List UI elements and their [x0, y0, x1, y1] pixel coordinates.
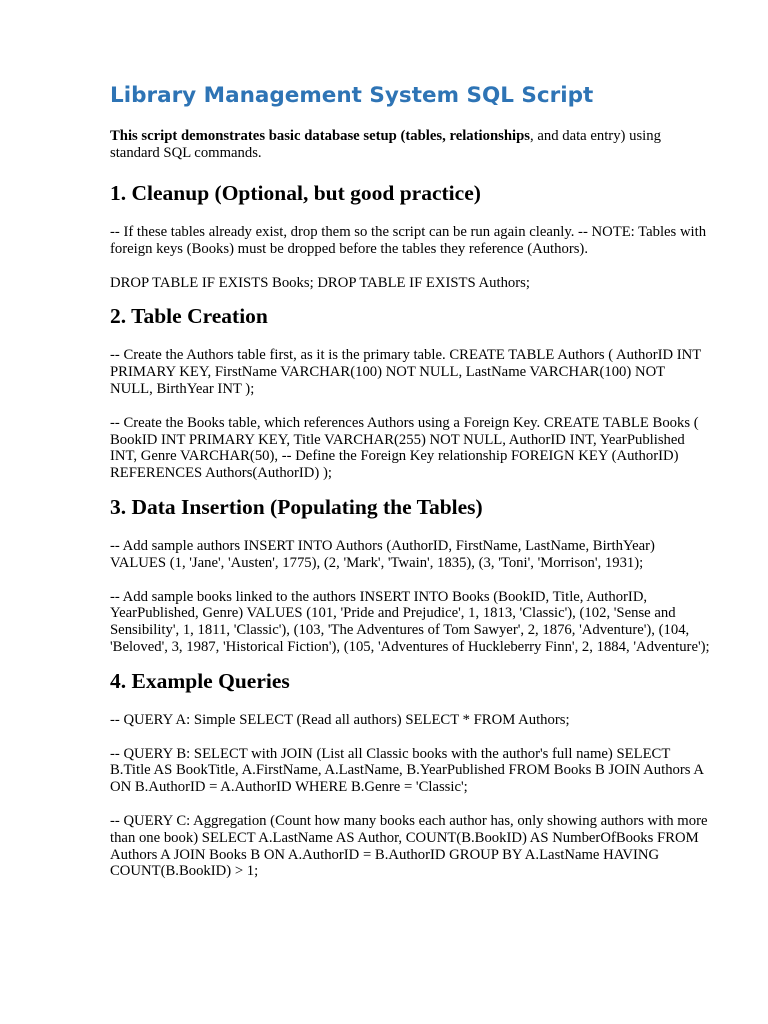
section-table-creation: [110, 303, 710, 482]
intro-rest-text: , and data entry) using standard SQL commands.: [110, 128, 661, 161]
section-paragraph: -- QUERY B: SELECT with JOIN (List all Classic books with the author's full name) SELECT B.Title AS BookTitle, A.FirstName, A.LastName, B.YearPublished FROM Books B JOIN Authors A ON B.AuthorID = A.AuthorID WHERE B.Genre = 'Classic';: [110, 745, 704, 796]
section-heading: 4. Example Queries: [110, 668, 290, 693]
section-paragraph: -- Add sample authors INSERT INTO Authors (AuthorID, FirstName, LastName, BirthYear) VALUES (1, 'Jane', 'Austen', 1775), (2, 'Mark', 'Twain', 1835), (3, 'Toni', 'Morrison', 1931);: [110, 537, 655, 571]
intro-paragraph: [110, 128, 710, 162]
section-data-insertion: [110, 494, 710, 656]
document-title: Library Management System SQL Script: [110, 83, 594, 108]
section-paragraph: -- Add sample books linked to the authors INSERT INTO Books (BookID, Title, AuthorID, YearPublished, Genre) VALUES (101, 'Pride and Prejudice', 1, 1813, 'Classic'), (102, 'Sense and Sensibility', 1, 1811, 'Classic'), (103, 'The Adventures of Tom Sawyer', 2, 1876, 'Adventure'), (104, 'Beloved', 3, 1987, 'Historical Fiction'), (105, 'Adventures of Huckleberry Finn', 2, 1884, 'Adventure');: [110, 588, 710, 655]
section-heading: 2. Table Creation: [110, 304, 268, 329]
section-paragraph: -- If these tables already exist, drop them so the script can be run again cleanly. -- NOTE: Tables with foreign keys (Books) must be dropped before the tables they reference (Authors).: [110, 224, 707, 257]
section-paragraph: -- Create the Authors table first, as it is the primary table. CREATE TABLE Authors ( AuthorID INT PRIMARY KEY, FirstName VARCHAR(100) NOT NULL, LastName VARCHAR(100) NOT NULL, BirthYear INT );: [110, 347, 701, 397]
section-cleanup: [110, 180, 710, 291]
intro-bold-text: This script demonstrates basic database setup (tables, relationships: [110, 128, 530, 144]
section-example-queries: [110, 668, 710, 880]
section-paragraph: -- Create the Books table, which references Authors using a Foreign Key. CREATE TABLE Books ( BookID INT PRIMARY KEY, Title VARCHAR(255) NOT NULL, AuthorID INT, YearPublished INT, Genre VARCHAR(50), -- Define the Foreign Key relationship FOREIGN KEY (AuthorID) REFERENCES Authors(AuthorID) );: [110, 414, 699, 482]
section-paragraph: DROP TABLE IF EXISTS Books; DROP TABLE IF EXISTS Authors;: [110, 274, 530, 291]
section-heading: 3. Data Insertion (Populating the Tables): [110, 494, 483, 519]
section-paragraph: -- QUERY C: Aggregation (Count how many books each author has, only showing authors with more than one book) SELECT A.LastName AS Author, COUNT(B.BookID) AS NumberOfBooks FROM Authors A JOIN Books B ON A.AuthorID = B.AuthorID GROUP BY A.LastName HAVING COUNT(B.BookID) > 1;: [110, 812, 708, 880]
document-page: [110, 82, 710, 897]
section-heading: 1. Cleanup (Optional, but good practice): [110, 181, 481, 205]
section-paragraph: -- QUERY A: Simple SELECT (Read all authors) SELECT * FROM Authors;: [110, 711, 570, 728]
